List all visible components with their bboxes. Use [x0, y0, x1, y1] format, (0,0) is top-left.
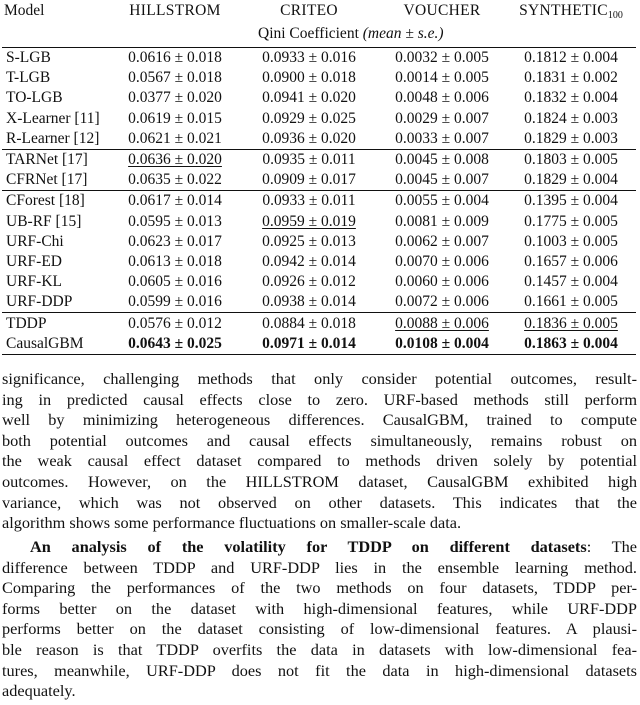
- qini-value: 0.1003 ± 0.005: [524, 232, 618, 250]
- qini-value-cell: [240, 170, 378, 191]
- qini-value-cell: [110, 68, 240, 88]
- qini-value-cell: [110, 48, 240, 69]
- text-line: adequately.: [2, 681, 76, 701]
- qini-value: 0.0621 ± 0.021: [128, 129, 222, 147]
- qini-value: 0.0936 ± 0.020: [262, 129, 356, 147]
- text-line: the weak causal effect dataset compared to methods driven solely by potential: [2, 451, 637, 471]
- qini-value: 0.1824 ± 0.003: [524, 109, 618, 127]
- header-synthetic-name: SYNTHETIC: [519, 2, 608, 19]
- qini-value: 0.0599 ± 0.016: [128, 293, 222, 311]
- qini-value-cell: [378, 313, 506, 334]
- qini-value-cell: [378, 191, 506, 212]
- qini-value: 0.0033 ± 0.007: [395, 129, 489, 147]
- qini-value-cell: [506, 109, 636, 129]
- table-row: [2, 170, 636, 191]
- qini-value-cell: [506, 313, 636, 334]
- qini-value-cell: [378, 170, 506, 191]
- qini-value: 0.0613 ± 0.018: [128, 252, 222, 270]
- qini-value: 0.0062 ± 0.007: [395, 232, 489, 250]
- qini-value-cell: [378, 252, 506, 272]
- text-line: both potential outcomes and causal effects simultaneously, remains robust on: [2, 430, 637, 450]
- header-synthetic: [506, 2, 636, 25]
- table-row: [2, 272, 636, 292]
- qini-value: 0.1863 ± 0.004: [524, 334, 618, 352]
- qini-value-cell: [110, 129, 240, 150]
- qini-value: 0.0935 ± 0.011: [262, 151, 356, 169]
- qini-value-cell: [378, 212, 506, 232]
- qini-value-cell: [110, 212, 240, 232]
- table-row: [2, 232, 636, 252]
- model-name: URF-KL: [6, 273, 62, 291]
- qini-value: 0.1831 ± 0.002: [524, 69, 618, 87]
- table-row: [2, 109, 636, 129]
- qini-value: 0.1812 ± 0.004: [524, 49, 618, 67]
- qini-value: 0.0616 ± 0.018: [128, 49, 222, 67]
- qini-value-cell: [240, 88, 378, 108]
- qini-value-cell: [506, 48, 636, 69]
- qini-value: 0.0055 ± 0.004: [395, 192, 489, 210]
- qini-value-cell: [378, 48, 506, 69]
- qini-value-cell: [378, 334, 506, 355]
- table-row: [2, 129, 636, 150]
- text-line: algorithm shows some performance fluctuations on smaller-scale data.: [2, 513, 462, 533]
- header-synthetic-subscript: 100: [607, 10, 623, 21]
- qini-value: 0.0926 ± 0.012: [262, 273, 356, 291]
- qini-value-cell: [240, 48, 378, 69]
- qini-value-cell: [378, 149, 506, 170]
- qini-value-cell: [240, 232, 378, 252]
- qini-value: 0.1836 ± 0.005: [524, 314, 618, 332]
- qini-value: 0.1395 ± 0.004: [524, 192, 618, 210]
- qini-value: 0.0925 ± 0.013: [262, 232, 356, 250]
- text-line: difference between TDDP and URF-DDP lies in the ensemble learning method.: [2, 557, 637, 577]
- qini-value-cell: [506, 149, 636, 170]
- table-row: [2, 48, 636, 69]
- qini-value: 0.0576 ± 0.012: [128, 314, 222, 332]
- qini-value: 0.0048 ± 0.006: [395, 89, 489, 107]
- bold-lead-in: An analysis of the volatility for TDDP on different datasets: [30, 537, 587, 556]
- qini-value-cell: [378, 68, 506, 88]
- qini-value: 0.0605 ± 0.016: [128, 273, 222, 291]
- table-row: [2, 334, 636, 355]
- text-line: ble reason is that TDDP overfits the data in datasets with low-dimensional fea-: [2, 639, 637, 659]
- model-name: URF-DDP: [6, 293, 73, 311]
- model-name: S-LGB: [6, 49, 51, 67]
- text-line: variance, which was not observed on other datasets. This indicates that the: [2, 492, 637, 512]
- qini-value: 0.0929 ± 0.025: [262, 109, 356, 127]
- qini-value: 0.0595 ± 0.013: [128, 212, 222, 230]
- qini-value: 0.0942 ± 0.014: [262, 252, 356, 270]
- text-line: well by minimizing heterogeneous differences. CausalGBM, trained to compute: [2, 410, 637, 430]
- text-line: ing in predicted causal effects close to zero. URF-based methods still perform: [2, 389, 637, 409]
- qini-value-cell: [378, 109, 506, 129]
- qini-value: 0.0029 ± 0.007: [395, 109, 489, 127]
- qini-value: 0.1829 ± 0.004: [524, 171, 618, 189]
- qini-value: 0.0933 ± 0.016: [262, 49, 356, 67]
- qini-value: 0.0933 ± 0.011: [262, 192, 356, 210]
- qini-value-cell: [110, 272, 240, 292]
- paragraph-results-discussion: [2, 369, 637, 534]
- qini-value: 0.0623 ± 0.017: [128, 232, 222, 250]
- model-name: CausalGBM: [2, 334, 110, 355]
- table-metric-row: [2, 25, 636, 48]
- qini-value-cell: [506, 252, 636, 272]
- text-line: [2, 537, 637, 558]
- header-criteo: CRITEO: [280, 2, 338, 19]
- qini-value: 0.0636 ± 0.020: [128, 151, 222, 169]
- table-row: [2, 292, 636, 313]
- qini-value-cell: [110, 191, 240, 212]
- lead-in-continuation: : The: [586, 537, 637, 556]
- model-name: T-LGB: [6, 69, 51, 87]
- qini-value-cell: [110, 232, 240, 252]
- qini-value-cell: [240, 109, 378, 129]
- qini-value: 0.0619 ± 0.015: [128, 109, 222, 127]
- table-row: [2, 212, 636, 232]
- qini-value: 0.0941 ± 0.020: [262, 89, 356, 107]
- qini-value-cell: [240, 334, 378, 355]
- qini-value: 0.1803 ± 0.005: [524, 151, 618, 169]
- text-line: outcomes. However, on the HILLSTROM dataset, CausalGBM exhibited high: [2, 471, 637, 491]
- qini-value: 0.0377 ± 0.020: [128, 89, 222, 107]
- table-header-row: [2, 2, 636, 25]
- qini-value: 0.1775 ± 0.005: [524, 212, 618, 230]
- qini-value-cell: [240, 149, 378, 170]
- qini-value-cell: [378, 129, 506, 150]
- model-name: TO-LGB: [6, 89, 63, 107]
- metric-caption: [240, 25, 636, 48]
- model-name: TDDP: [2, 313, 110, 334]
- model-name: X-Learner [11]: [6, 109, 100, 127]
- qini-value: 0.0014 ± 0.005: [395, 69, 489, 87]
- qini-value: 0.0938 ± 0.014: [262, 293, 356, 311]
- table-row: [2, 313, 636, 334]
- qini-value: 0.0900 ± 0.018: [262, 69, 356, 87]
- qini-value: 0.1661 ± 0.005: [524, 293, 618, 311]
- qini-value: 0.0959 ± 0.019: [262, 212, 356, 230]
- qini-value: 0.0032 ± 0.005: [395, 49, 489, 67]
- qini-value-cell: [110, 292, 240, 313]
- qini-value-cell: [240, 272, 378, 292]
- qini-value: 0.0909 ± 0.017: [262, 171, 356, 189]
- table-row: [2, 68, 636, 88]
- metric-label: Qini Coefficient: [258, 25, 359, 42]
- table-body: [2, 48, 636, 355]
- qini-value-cell: [378, 88, 506, 108]
- qini-value: 0.1832 ± 0.004: [524, 89, 618, 107]
- qini-value: 0.0088 ± 0.006: [395, 314, 489, 332]
- qini-value-cell: [110, 170, 240, 191]
- qini-value-cell: [110, 149, 240, 170]
- qini-value: 0.0567 ± 0.018: [128, 69, 222, 87]
- qini-value-cell: [506, 129, 636, 150]
- model-name: TARNet [17]: [2, 149, 110, 170]
- text-line: performs better on the dataset consisting of low-dimensional features. A plausi-: [2, 619, 637, 639]
- table-row: [2, 191, 636, 212]
- qini-value-cell: [110, 252, 240, 272]
- model-name: R-Learner [12]: [6, 129, 100, 147]
- qini-value-cell: [506, 272, 636, 292]
- qini-value-cell: [110, 109, 240, 129]
- qini-value-cell: [506, 191, 636, 212]
- qini-value-cell: [110, 88, 240, 108]
- qini-value: 0.1829 ± 0.003: [524, 129, 618, 147]
- model-name: URF-ED: [6, 252, 62, 270]
- qini-value-cell: [378, 232, 506, 252]
- qini-value-cell: [506, 88, 636, 108]
- model-name: CFRNet [17]: [6, 171, 88, 189]
- table-row: [2, 88, 636, 108]
- qini-value-cell: [506, 334, 636, 355]
- text-line: tures, meanwhile, URF-DDP does not fit the data in high-dimensional datasets: [2, 660, 637, 680]
- header-hillstrom: HILLSTROM: [129, 2, 221, 19]
- text-line: forms better on the dataset with high-dimensional features, while URF-DDP: [2, 598, 637, 618]
- qini-value: 0.0045 ± 0.008: [395, 151, 489, 169]
- qini-value: 0.0045 ± 0.007: [395, 171, 489, 189]
- text-line: Comparing the performances of the two methods on four datasets, TDDP per-: [2, 578, 637, 598]
- qini-value-cell: [506, 170, 636, 191]
- qini-value: 0.0060 ± 0.006: [395, 273, 489, 291]
- text-line: significance, challenging methods that only consider potential outcomes, result-: [2, 369, 637, 388]
- qini-value: 0.1457 ± 0.004: [524, 273, 618, 291]
- qini-value-cell: [240, 292, 378, 313]
- model-name: URF-Chi: [6, 232, 64, 250]
- qini-value-cell: [506, 232, 636, 252]
- qini-value: 0.0971 ± 0.014: [262, 334, 356, 352]
- qini-value: 0.0081 ± 0.009: [395, 212, 489, 230]
- qini-value-cell: [110, 334, 240, 355]
- qini-value-cell: [240, 191, 378, 212]
- qini-value-cell: [240, 68, 378, 88]
- qini-value-cell: [506, 212, 636, 232]
- qini-value-cell: [240, 252, 378, 272]
- model-name: CForest [18]: [2, 191, 110, 212]
- paragraph-volatility-analysis: [2, 537, 637, 702]
- qini-value: 0.0070 ± 0.006: [395, 252, 489, 270]
- qini-value-cell: [378, 292, 506, 313]
- qini-value: 0.0884 ± 0.018: [262, 314, 356, 332]
- table-row: [2, 149, 636, 170]
- qini-value-cell: [378, 272, 506, 292]
- qini-value: 0.0617 ± 0.014: [128, 192, 222, 210]
- qini-value-cell: [506, 292, 636, 313]
- qini-value: 0.0643 ± 0.025: [128, 334, 222, 352]
- qini-value-cell: [240, 313, 378, 334]
- qini-value: 0.0072 ± 0.006: [395, 293, 489, 311]
- qini-value: 0.0108 ± 0.004: [395, 334, 489, 352]
- qini-value-cell: [110, 313, 240, 334]
- metric-paren: (mean ± s.e.): [362, 25, 444, 42]
- header-voucher: VOUCHER: [403, 2, 481, 19]
- table-row: [2, 252, 636, 272]
- qini-value-cell: [506, 68, 636, 88]
- qini-value: 0.1657 ± 0.006: [524, 252, 618, 270]
- qini-value-cell: [240, 212, 378, 232]
- qini-value: 0.0635 ± 0.022: [128, 171, 222, 189]
- qini-results-table: [2, 2, 636, 355]
- qini-value-cell: [240, 129, 378, 150]
- header-model: Model: [4, 2, 45, 19]
- model-name: UB-RF [15]: [6, 212, 82, 230]
